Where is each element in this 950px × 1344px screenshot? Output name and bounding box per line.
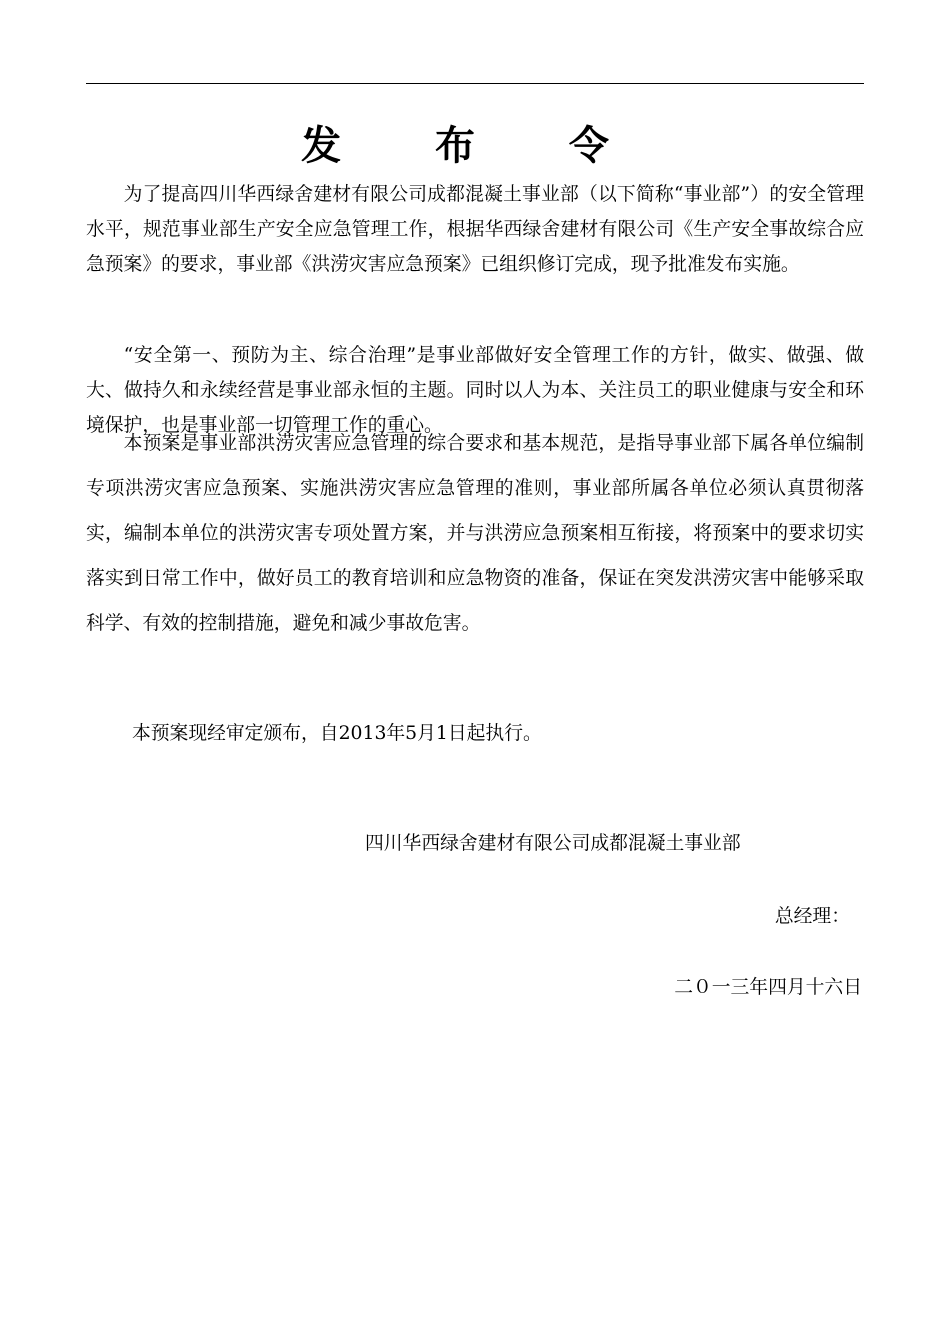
paragraph-scope: 本预案是事业部洪涝灾害应急管理的综合要求和基本规范，是指导事业部下属各单位编制专项洪涝灾害应急预案、实施洪涝灾害应急管理的准则，事业部所属各单位必须认真贯彻落实，编制本单位的洪涝灾害专项处置方案，并与洪涝应急预案相互衔接，将预案中的要求切实落实到日常工作中，做好员工的教育培训和应急物资的准备，保证在突发洪涝灾害中能够采取科学、有效的控制措施，避免和减少事故危害。 xyxy=(86,433,864,634)
document-title: 发 布 令 xyxy=(301,122,649,169)
signature-general-manager: 总经理： xyxy=(774,906,850,927)
paragraph-effective-date: 本预案现经审定颁布，自2013年5月1日起执行。 xyxy=(132,723,542,744)
header-rule xyxy=(86,83,864,84)
paragraph-intro: 为了提高四川华西绿舍建材有限公司成都混凝土事业部（以下简称“事业部”）的安全管理水平，规范事业部生产安全应急管理工作，根据华西绿舍建材有限公司《生产安全事故综合应急预案》的要求，事业部《洪涝灾害应急预案》已组织修订完成，现予批准发布实施。 xyxy=(86,184,864,275)
signature-date: 二０一三年四月十六日 xyxy=(674,977,862,998)
signature-company: 四川华西绿舍建材有限公司成都混凝土事业部 xyxy=(365,833,741,854)
paragraph-policy: “安全第一、预防为主、综合治理”是事业部做好安全管理工作的方针，做实、做强、做大、做持久和永续经营是事业部永恒的主题。同时以人为本、关注员工的职业健康与安全和环境保护，也是事业部一切管理工作的重心。 xyxy=(86,345,864,436)
